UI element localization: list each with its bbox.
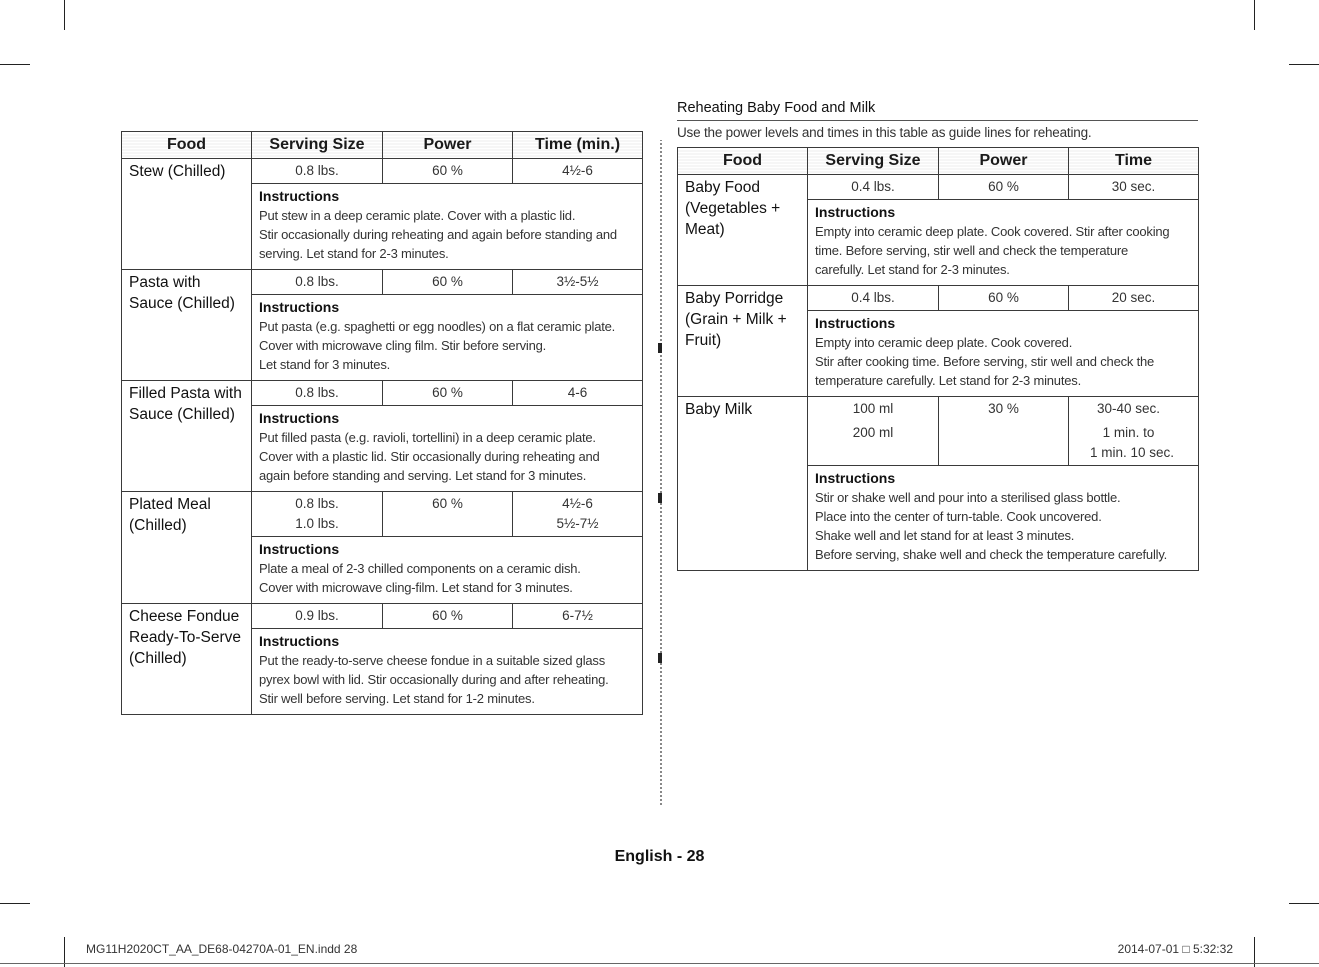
serving-size: 0.8 lbs.: [252, 381, 383, 406]
instruction-line: time. Before serving, stir well and check the temperature: [815, 243, 1129, 258]
serving-value: 0.8 lbs.: [295, 496, 339, 511]
instructions-label: Instructions: [259, 188, 340, 204]
instruction-line: Place into the center of turn-table. Cook uncovered.: [815, 509, 1102, 524]
serving-size: [252, 492, 383, 537]
food-name: Plated Meal (Chilled): [122, 492, 252, 604]
food-name: Pasta with Sauce (Chilled): [122, 270, 252, 381]
instructions-label: Instructions: [815, 204, 896, 220]
serving-size: 0.9 lbs.: [252, 604, 383, 629]
instruction-line: Let stand for 3 minutes.: [259, 357, 391, 372]
serving-size: 0.4 lbs.: [808, 286, 939, 311]
instructions-label: Instructions: [259, 299, 340, 315]
section-intro: Use the power levels and times in this table as guide lines for reheating.: [677, 125, 1092, 140]
registration-tick: [658, 653, 662, 663]
instruction-line: pyrex bowl with lid. Stir occasionally during and after reheating.: [259, 672, 609, 687]
section-title: Reheating Baby Food and Milk: [677, 100, 876, 116]
cook-time: 30 sec.: [1069, 175, 1199, 200]
serving-size: 0.4 lbs.: [808, 175, 939, 200]
section-rule: [677, 120, 1198, 121]
instructions-cell: [252, 295, 643, 381]
instruction-line: Stir well before serving. Let stand for 1-2 minutes.: [259, 691, 535, 706]
table-row: [678, 286, 1199, 311]
instructions-cell: [252, 184, 643, 270]
time-value: 5½-7½: [556, 516, 599, 531]
instructions-label: Instructions: [815, 470, 896, 486]
header-time: Time: [1069, 148, 1199, 175]
instructions-cell: [808, 466, 1199, 571]
slug-rule: [0, 963, 1319, 964]
crop-mark: [0, 64, 30, 65]
power-level: 60 %: [383, 381, 513, 406]
serving-size: 0.8 lbs.: [252, 159, 383, 184]
serving-size: 0.8 lbs.: [252, 270, 383, 295]
time-value: 1 min. 10 sec.: [1089, 445, 1174, 460]
power-level: 60 %: [939, 286, 1069, 311]
cook-time: [1069, 397, 1199, 466]
instruction-line: serving. Let stand for 2-3 minutes.: [259, 246, 449, 261]
power-level: 60 %: [383, 159, 513, 184]
table-row: [122, 492, 643, 537]
instruction-line: Shake well and let stand for at least 3 minutes.: [815, 528, 1075, 543]
instructions-cell: [808, 311, 1199, 397]
instruction-line: Stir occasionally during reheating and again before standing and: [259, 227, 617, 242]
instructions-cell: [252, 629, 643, 715]
instruction-line: again before standing and serving. Let stand for 3 minutes.: [259, 468, 587, 483]
food-name: Filled Pasta with Sauce (Chilled): [122, 381, 252, 492]
instruction-line: Plate a meal of 2-3 chilled components on a ceramic dish.: [259, 561, 581, 576]
crop-mark: [0, 903, 30, 904]
instructions-label: Instructions: [259, 541, 340, 557]
instruction-line: carefully. Let stand for 2-3 minutes.: [815, 262, 1010, 277]
crop-mark: [64, 0, 65, 30]
food-name: Baby Food (Vegetables + Meat): [678, 175, 808, 286]
table-row: [678, 175, 1199, 200]
cook-time: 4-6: [513, 381, 643, 406]
header-food: Food: [678, 148, 808, 175]
table-row: [122, 159, 643, 184]
power-level: 60 %: [383, 270, 513, 295]
cook-time: 20 sec.: [1069, 286, 1199, 311]
serving-size: [808, 397, 939, 466]
table-row: [122, 604, 643, 629]
time-value: 4½-6: [562, 496, 593, 511]
instruction-line: Put the ready-to-serve cheese fondue in a suitable sized glass: [259, 653, 606, 668]
serving-value: 200 ml: [852, 425, 894, 440]
crop-mark: [1289, 903, 1319, 904]
instructions-cell: [252, 406, 643, 492]
instruction-line: Empty into ceramic deep plate. Cook covered. Stir after cooking: [815, 224, 1170, 239]
print-slug-timestamp: 2014-07-01 □ 5:32:32: [1117, 942, 1233, 956]
instruction-line: Stir after cooking time. Before serving, stir well and check the: [815, 354, 1155, 369]
table-header-row: [122, 132, 643, 159]
header-food: Food: [122, 132, 252, 159]
crop-mark: [1254, 0, 1255, 30]
baby-food-table: [677, 147, 1199, 571]
serving-value: 1.0 lbs.: [295, 516, 339, 531]
cook-time: 6-7½: [513, 604, 643, 629]
food-name: Baby Milk: [678, 397, 808, 571]
time-value: 30-40 sec.: [1096, 401, 1161, 416]
cook-time: 4½-6: [513, 159, 643, 184]
print-slug-filename: MG11H2020CT_AA_DE68-04270A-01_EN.indd 28: [86, 942, 358, 956]
serving-value: 100 ml: [852, 401, 894, 416]
table-row: [678, 397, 1199, 466]
header-power: Power: [939, 148, 1069, 175]
power-level: 60 %: [383, 604, 513, 629]
instruction-line: Stir or shake well and pour into a sterilised glass bottle.: [815, 490, 1121, 505]
table-header-row: [678, 148, 1199, 175]
instruction-line: Before serving, shake well and check the temperature carefully.: [815, 547, 1168, 562]
instruction-line: Cover with a plastic lid. Stir occasionally during reheating and: [259, 449, 600, 464]
instruction-line: temperature carefully. Let stand for 2-3 minutes.: [815, 373, 1081, 388]
table-row: [122, 381, 643, 406]
reheating-table: [121, 131, 643, 715]
header-power: Power: [383, 132, 513, 159]
crop-mark: [1289, 64, 1319, 65]
table-row: [122, 270, 643, 295]
food-name: Stew (Chilled): [122, 159, 252, 270]
instructions-cell: [808, 200, 1199, 286]
instruction-line: Put filled pasta (e.g. ravioli, tortellini) in a deep ceramic plate.: [259, 430, 596, 445]
page-number: English - 28: [614, 848, 705, 865]
registration-tick: [658, 343, 662, 353]
power-level: 60 %: [939, 175, 1069, 200]
instructions-label: Instructions: [815, 315, 896, 331]
power-level: 30 %: [939, 397, 1069, 466]
instruction-line: Cover with microwave cling film. Stir before serving.: [259, 338, 547, 353]
power-level: 60 %: [383, 492, 513, 537]
food-name: Cheese Fondue Ready-To-Serve (Chilled): [122, 604, 252, 715]
instruction-line: Empty into ceramic deep plate. Cook covered.: [815, 335, 1073, 350]
header-time: Time (min.): [513, 132, 643, 159]
column-divider: [660, 140, 662, 805]
header-serving-size: Serving Size: [252, 132, 383, 159]
instructions-label: Instructions: [259, 410, 340, 426]
cook-time: [513, 492, 643, 537]
instruction-line: Cover with microwave cling-film. Let stand for 3 minutes.: [259, 580, 573, 595]
instruction-line: Put stew in a deep ceramic plate. Cover with a plastic lid.: [259, 208, 576, 223]
header-serving-size: Serving Size: [808, 148, 939, 175]
instructions-label: Instructions: [259, 633, 340, 649]
instruction-line: Put pasta (e.g. spaghetti or egg noodles) on a flat ceramic plate.: [259, 319, 616, 334]
food-name: Baby Porridge (Grain + Milk + Fruit): [678, 286, 808, 397]
registration-tick: [658, 493, 662, 503]
cook-time: 3½-5½: [513, 270, 643, 295]
instructions-cell: [252, 537, 643, 604]
time-value: 1 min. to: [1102, 425, 1155, 440]
